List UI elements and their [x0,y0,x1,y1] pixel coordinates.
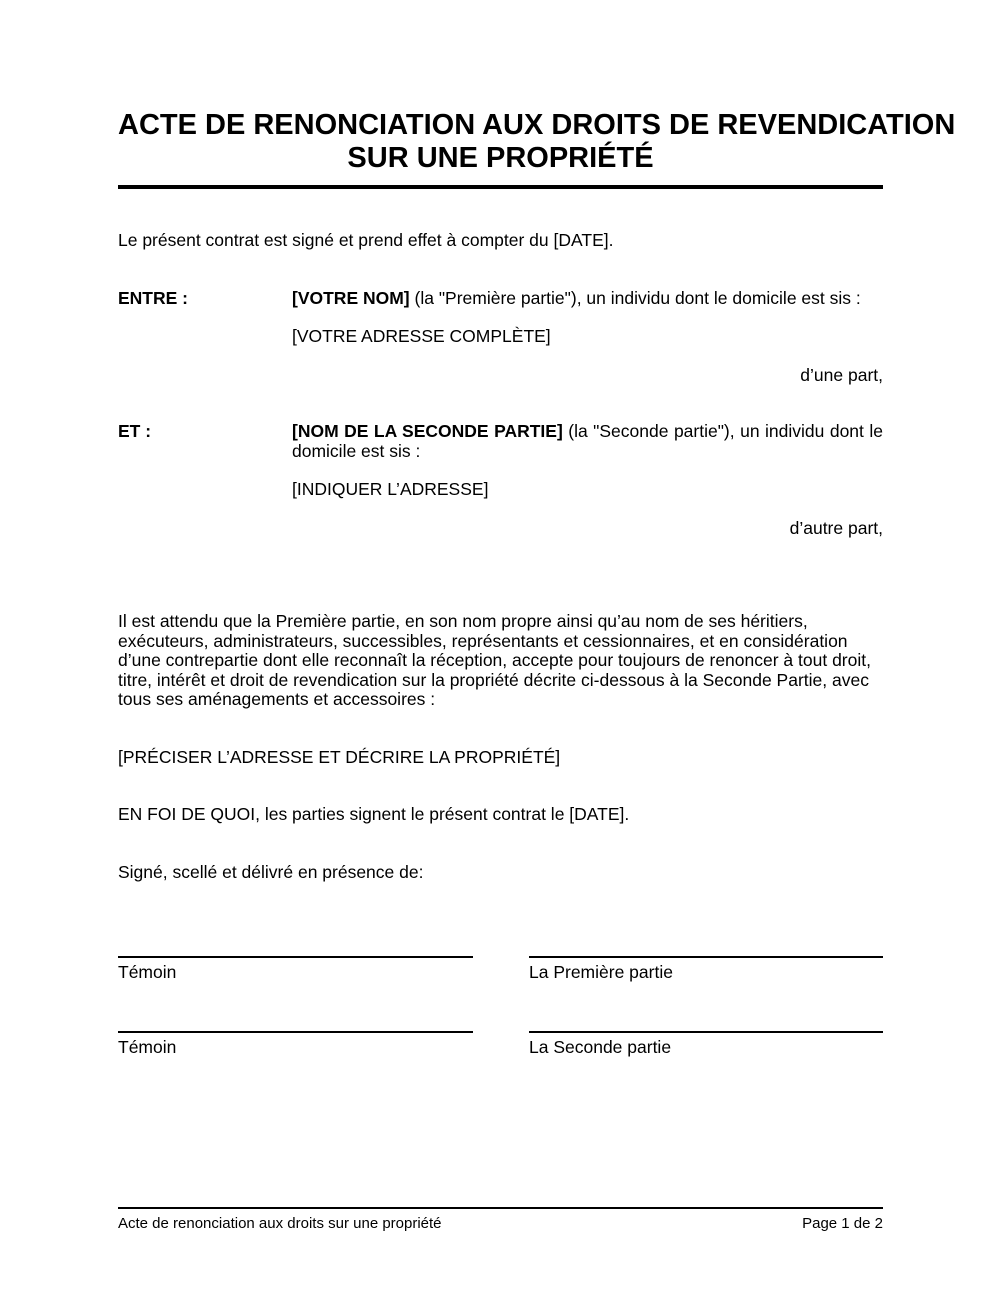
presence-line: Signé, scellé et délivré en présence de: [118,861,424,882]
entre-address-placeholder: [VOTRE ADRESSE COMPLÈTE] [292,326,551,346]
signature-line-first-party [529,956,883,983]
signature-line-witness-1 [118,956,473,983]
et-row [118,422,883,461]
entre-label: ENTRE : [118,287,188,308]
intro-paragraph: Le présent contrat est signé et prend effet à compter du [DATE]. [118,230,614,250]
signature-label-witness-1: Témoin [118,962,177,982]
et-description [292,422,883,461]
dune-part-text: d’une part, [800,364,883,385]
et-address-placeholder: [INDIQUER L’ADRESSE] [292,479,489,499]
signature-line-witness-2 [118,1031,473,1058]
entre-party-desc: (la "Première partie"), un individu dont le domicile est sis : [409,287,861,308]
footer-page-number: Page 1 de 2 [802,1215,883,1232]
entre-party-name: [VOTRE NOM] [292,287,410,308]
footer-content [118,1209,883,1233]
signature-row-1 [118,956,883,983]
footer-document-name: Acte de renonciation aux droits sur une propriété [118,1215,442,1232]
document-body [118,231,883,1057]
signature-line-second-party [529,1031,883,1058]
document-title [118,109,956,175]
property-placeholder: [PRÉCISER L’ADRESSE ET DÉCRIRE LA PROPRIÉTÉ] [118,746,561,767]
et-party-desc: (la "Seconde partie"), un individu dont le domicile est sis : [292,421,883,461]
recital-paragraph: Il est attendu que la Première partie, en son nom propre ainsi qu’au nom de ses héritiers, exécuteurs, administrateurs, successibles, représentants et cessionnaires, et en considération d’une contrepartie dont elle reconnaît la réception, accepte pour toujours de renoncer à tout droit, titre, intérêt et droit de revendication sur la propriété décrite ci-dessous à la Seconde Partie, avec tous ses aménagements et accessoires : [118,611,871,709]
signature-label-first-party: La Première partie [529,962,673,982]
title-rule [118,185,883,189]
dautre-part-text: d’autre part, [789,517,883,538]
document-title-line2: SUR UNE PROPRIÉTÉ [347,142,654,174]
entre-description [292,289,883,309]
et-label: ET : [118,421,152,441]
signature-label-second-party: La Seconde partie [529,1036,672,1057]
signature-row-2 [118,1031,883,1058]
signature-label-witness-2: Témoin [118,1036,177,1057]
witness-clause: EN FOI DE QUOI, les parties signent le présent contrat le [DATE]. [118,804,630,824]
entre-row [118,289,883,309]
et-party-name: [NOM DE LA SECONDE PARTIE] [292,421,563,441]
document-title-line1: ACTE DE RENONCIATION AUX DROITS DE REVENDICATION [118,109,956,141]
page-footer [118,1207,883,1233]
